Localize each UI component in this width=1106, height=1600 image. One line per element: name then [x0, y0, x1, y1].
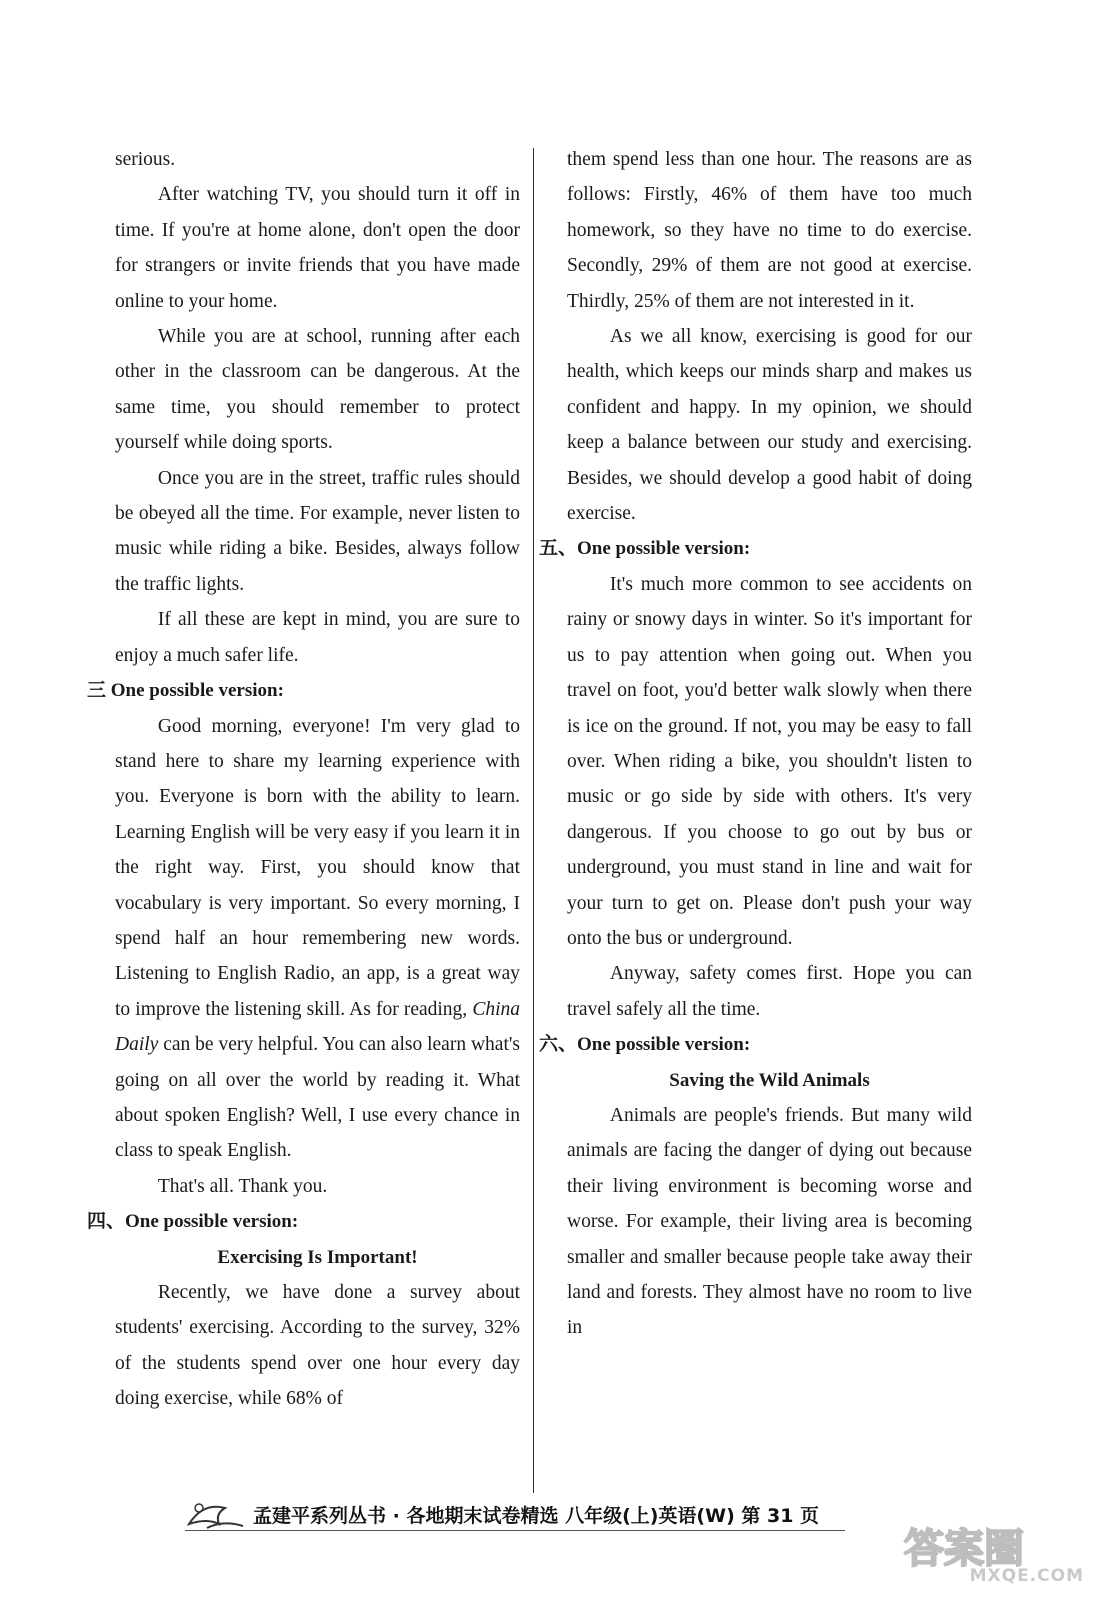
paragraph: After watching TV, you should turn it off in time. If you're at home alone, don't open the door for strangers or invite friends that you have made online to your home.: [115, 184, 520, 312]
left-column: [87, 142, 520, 1417]
section-number: 六、: [539, 1033, 578, 1056]
paragraph: them spend less than one hour. The reasons are as follows: Firstly, 46% of them have too much homework, so they have no time to do exercise. Secondly, 29% of them are not good at exercise. Thirdly, 25% of them are not interested in it.: [567, 149, 972, 312]
section-heading: [87, 673, 520, 708]
section-heading: [539, 531, 972, 566]
paragraph: [115, 709, 520, 1169]
paragraph: Animals are people's friends. But many wild animals are facing the danger of dying out because their living environment is becoming worse and worse. For example, their living area is becoming smaller and smaller because people take away their land and forests. They almost have no room to live in: [567, 1104, 972, 1339]
italic-title: China Daily: [115, 998, 520, 1056]
section-number: 五、: [539, 537, 578, 560]
essay-title: Exercising Is Important!: [217, 1246, 418, 1268]
paragraph: Recently, we have done a survey about students' exercising. According to the survey, 32% of the students spend over one hour every day doing exercise, while 68% of: [115, 1282, 520, 1410]
paragraph: serious.: [115, 149, 176, 170]
publisher-logo-icon: [185, 1494, 247, 1534]
paragraph: While you are at school, running after each other in the classroom can be dangerous. At the same time, you should remember to protect yourself while doing sports.: [115, 326, 520, 454]
paragraph: Anyway, safety comes first. Hope you can travel safely all the time.: [567, 963, 972, 1020]
footer-rule: [185, 1530, 845, 1531]
section-heading: [87, 1204, 520, 1239]
text-run: Good morning, everyone! I'm very glad to stand here to share my learning experience with you. Everyone is born with the ability to learn. Learning English will be very easy if you learn it in the right way. First, you should know that vocabulary is very important. So every morning, I spend half an hour remembering new words. Listening to English Radio, an app, is a great way to improve the listening skill. As for reading,: [115, 715, 520, 1020]
section-heading-label: One possible version:: [577, 1034, 751, 1056]
footer-text: 孟建平系列丛书 · 各地期末试卷精选 八年级(上)英语(W) 第 31 页: [253, 1504, 820, 1527]
section-heading-label: One possible version:: [110, 680, 284, 702]
section-heading-label: One possible version:: [125, 1211, 299, 1233]
text-run: can be very helpful. You can also learn what's going on all over the world by reading it. What about spoken English? Well, I use every chance in class to speak English.: [115, 1034, 520, 1162]
paragraph: Once you are in the street, traffic rules should be obeyed all the time. For example, never listen to music while riding a bike. Besides, always follow the traffic lights.: [115, 467, 520, 595]
section-heading: [539, 1027, 972, 1062]
column-divider: [533, 148, 534, 1493]
paragraph: That's all. Thank you.: [157, 1175, 328, 1197]
paragraph: It's much more common to see accidents on rainy or snowy days in winter. So it's important for us to pay attention when going out. When you travel on foot, you'd better walk slowly when there is ice on the ground. If not, you may be easy to fall over. When riding a bike, you shouldn't listen to music or go side by side with others. It's very dangerous. If you choose to go out by bus or underground, you must stand in line and wait for your turn to get on. Please don't push your way onto the bus or underground.: [567, 573, 972, 949]
section-heading-label: One possible version:: [577, 538, 751, 560]
watermark-logo-text: 答案圈: [904, 1526, 1024, 1572]
essay-title: Saving the Wild Animals: [669, 1069, 870, 1091]
right-column: [539, 142, 972, 1346]
section-number: 四、: [87, 1210, 126, 1233]
paragraph: If all these are kept in mind, you are sure to enjoy a much safer life.: [115, 609, 520, 666]
watermark-url: MXQE.COM: [969, 1566, 1084, 1586]
paragraph: As we all know, exercising is good for our health, which keeps our minds sharp and makes us confident and happy. In my opinion, we should keep a balance between our study and exercising. Besides, we should develop a good habit of doing exercise.: [567, 326, 972, 525]
section-number: 三: [87, 679, 107, 702]
